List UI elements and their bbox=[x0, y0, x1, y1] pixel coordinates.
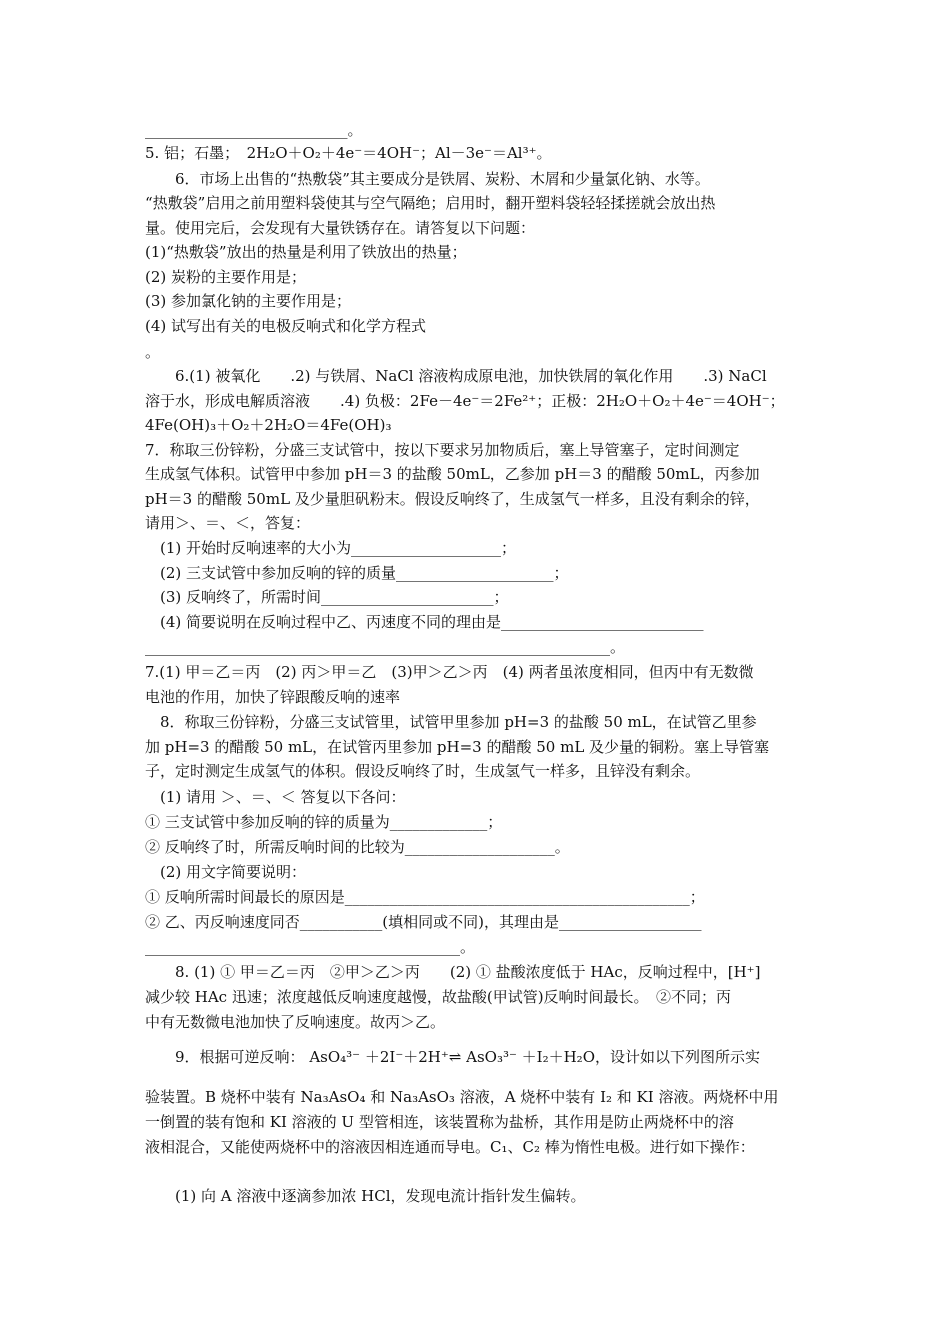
text-line: ② 反响终了时，所需反响时间的比较为____________________。 bbox=[145, 838, 570, 856]
text-line: (1) 开始时反响速率的大小为____________________； bbox=[145, 539, 517, 557]
text-line: (3) 反响终了，所需时间_______________________； bbox=[145, 588, 509, 606]
text-line: 量。使用完后，会发现有大量铁锈存在。请答复以下问题： bbox=[145, 219, 536, 237]
text-line: 溶于水，形成电解质溶液 .4) 负极：2Fe－4e⁻＝2Fe²⁺；正极：2H₂O＋O₂＋4e⁻＝4OH⁻； bbox=[145, 392, 785, 410]
text-line: pH＝3 的醋酸 50mL 及少量胆矾粉末。假设反响终了，生成氢气一样多，且没有剩余的锌， bbox=[145, 490, 760, 508]
text-line: 加 pH=3 的醋酸 50 mL，在试管丙里参加 pH=3 的醋酸 50 mL 及少量的铜粉。塞上导管塞 bbox=[145, 738, 770, 756]
text-line: (2) 用文字简要说明： bbox=[145, 863, 307, 881]
text-line: 8. (1) ① 甲＝乙＝丙 ②甲＞乙＞丙 (2) ① 盐酸浓度低于 HAc，反响过程中，[H⁺] bbox=[145, 963, 761, 981]
text-line: (2) 三支试管中参加反响的锌的质量_____________________； bbox=[145, 564, 569, 582]
text-line: 液相混合，又能使两烧杯中的溶液因相连通而导电。C₁、C₂ 棒为惰性电极。进行如下操作： bbox=[145, 1138, 755, 1156]
text-line: (1)“热敷袋”放出的热量是利用了铁放出的热量； bbox=[145, 243, 467, 261]
text-line: ① 三支试管中参加反响的锌的质量为_____________； bbox=[145, 813, 503, 831]
text-line: 一倒置的装有饱和 KI 溶液的 U 型管相连，该装置称为盐桥，其作用是防止两烧杯中的溶 bbox=[145, 1113, 734, 1131]
text-line: (1) 向 A 溶液中逐滴参加浓 HCl，发现电流计指针发生偏转。 bbox=[145, 1187, 586, 1205]
text-line: 生成氢气体积。试管甲中参加 pH＝3 的盐酸 50mL，乙参加 pH＝3 的醋酸 50mL，丙参加 bbox=[145, 465, 760, 483]
text-line: 7．称取三份锌粉，分盛三支试管中，按以下要求另加物质后，塞上导管塞子，定时间测定 bbox=[145, 441, 740, 459]
text-line: 电池的作用，加快了锌跟酸反响的速率 bbox=[145, 688, 401, 706]
text-line: 9．根据可逆反响： AsO₄³⁻ ＋2I⁻＋2H⁺⇌ AsO₃³⁻ ＋I₂＋H₂O，设计如以下列图所示实 bbox=[145, 1048, 760, 1066]
text-line: 减少较 HAc 迅速；浓度越低反响速度越慢，故盐酸(甲试管)反响时间最长。 ②不同；丙 bbox=[145, 988, 732, 1006]
text-line: ___________________________。 bbox=[145, 121, 363, 139]
text-line: 8．称取三份锌粉，分盛三支试管里，试管甲里参加 pH=3 的盐酸 50 mL，在试管乙里参 bbox=[145, 713, 757, 731]
text-line: 7.(1) 甲＝乙＝丙 (2) 丙＞甲＝乙 (3)甲＞乙＞丙 (4) 两者虽浓度相同，但丙中有无数微 bbox=[145, 663, 754, 681]
text-line: 6．市场上出售的“热敷袋”其主要成分是铁屑、炭粉、木屑和少量氯化钠、水等。 bbox=[145, 170, 710, 188]
text-line: __________________________________________。 bbox=[145, 938, 476, 956]
text-line: (4) 试写出有关的电极反响式和化学方程式 bbox=[145, 317, 427, 335]
text-line: 4Fe(OH)₃＋O₂＋2H₂O＝4Fe(OH)₃ bbox=[145, 416, 392, 434]
text-line: 验装置。B 烧杯中装有 Na₃AsO₄ 和 Na₃AsO₃ 溶液，A 烧杯中装有 I₂ 和 KI 溶液。两烧杯中用 bbox=[145, 1088, 779, 1106]
text-line: (4) 简要说明在反响过程中乙、丙速度不同的理由是___________________________ bbox=[145, 613, 704, 631]
text-line: “热敷袋”启用之前用塑料袋使其与空气隔绝；启用时，翻开塑料袋轻轻揉搓就会放出热 bbox=[145, 194, 716, 212]
text-line: 5. 铝；石墨； 2H₂O＋O₂＋4e⁻＝4OH⁻；Al－3e⁻＝Al³⁺。 bbox=[145, 144, 552, 162]
text-line: 6.(1) 被氧化 .2) 与铁屑、NaCl 溶液构成原电池，加快铁屑的氧化作用 .3) NaCl bbox=[145, 367, 767, 385]
text-line: 中有无数微电池加快了反响速度。故丙＞乙。 bbox=[145, 1013, 446, 1031]
text-line: 子，定时测定生成氢气的体积。假设反响终了时，生成氢气一样多，且锌没有剩余。 bbox=[145, 762, 701, 780]
text-line: ② 乙、丙反响速度同否___________(填相同或不同)，其理由是___________________ bbox=[145, 913, 702, 931]
text-line: (1) 请用 ＞、＝、＜ 答复以下各问： bbox=[145, 788, 406, 806]
text-line: ① 反响所需时间最长的原因是______________________________________________； bbox=[145, 888, 705, 906]
text-line: 请用＞、＝、＜，答复： bbox=[145, 514, 311, 532]
text-line: 。 bbox=[145, 343, 161, 361]
text-line: (3) 参加氯化钠的主要作用是； bbox=[145, 292, 352, 310]
text-line: (2) 炭粉的主要作用是； bbox=[145, 268, 307, 286]
text-line: ______________________________________________________________。 bbox=[145, 638, 626, 656]
